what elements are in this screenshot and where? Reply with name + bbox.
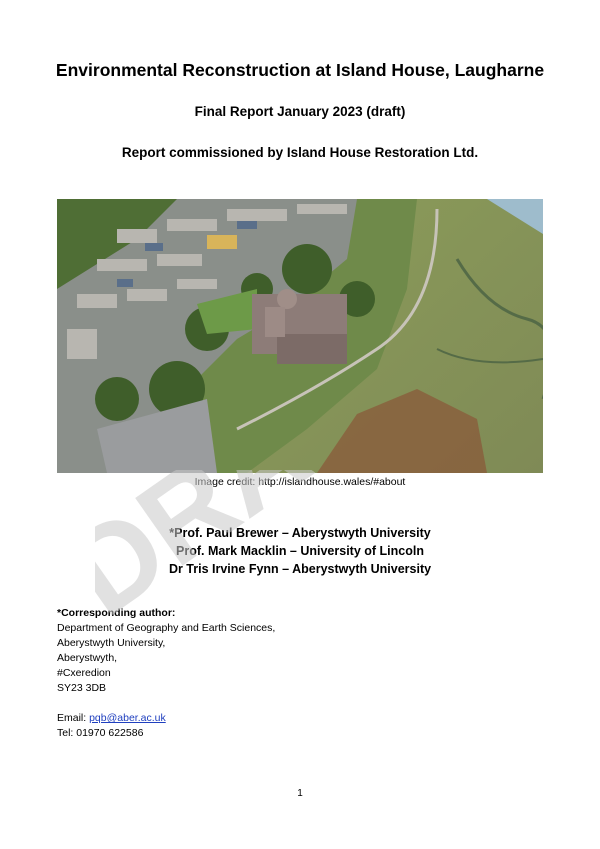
corresponding-author-label: *Corresponding author: [57,607,176,619]
address-line: Department of Geography and Earth Sciences, [57,622,276,634]
author-1: *Prof. Paul Brewer – Aberystwyth University [169,526,431,540]
address-line: Aberystwyth, [57,652,118,664]
email-link[interactable]: pqb@aber.ac.uk [89,712,166,724]
page-number: 1 [297,788,303,799]
address-line: Aberystwyth University, [57,637,166,649]
email-line [57,711,166,726]
author-2: Prof. Mark Macklin – University of Lincoln [176,544,424,558]
aerial-photo-castle [57,199,543,473]
address-line: #Cxeredion [57,667,111,679]
postal-address [57,621,275,696]
commissioned-by: Report commissioned by Island House Restoration Ltd. [121,145,479,160]
report-subtitle: Final Report January 2023 (draft) [194,104,406,119]
document-title: Environmental Reconstruction at Island House, Laugharne [55,60,545,80]
address-line: SY23 3DB [57,682,107,694]
telephone: Tel: 01970 622586 [57,727,144,739]
author-3: Dr Tris Irvine Fynn – Aberystwyth University [168,562,432,576]
email-label: Email: [57,712,90,724]
image-credit: Image credit: http://islandhouse.wales/#about [194,476,406,488]
